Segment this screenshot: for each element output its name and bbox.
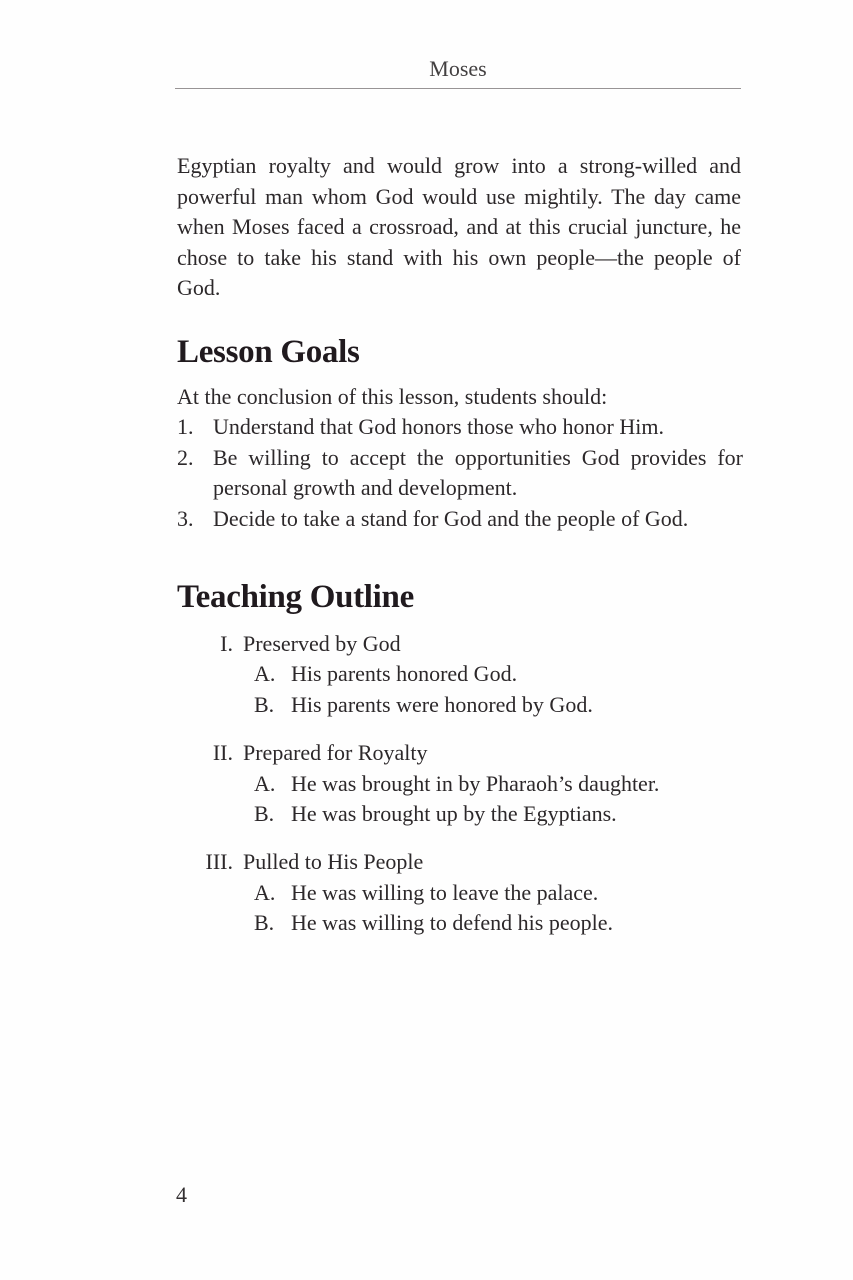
outline-point [177,629,743,659]
outline-title: Preserved by God [243,631,401,656]
outline-section [177,738,743,829]
outline-point [177,738,743,768]
outline-subitem [177,690,743,720]
outline-section [177,847,743,938]
outline-subitem-text: He was brought in by Pharaoh’s daughter. [291,770,660,796]
teaching-outline-section [177,579,743,957]
outline-letter: B. [254,910,275,936]
outline-subitem-text: He was brought up by the Egyptians. [291,801,617,827]
outline-letter: B. [254,691,275,717]
running-head-title: Moses [429,56,487,81]
outline-letter: A. [254,661,276,687]
outline-body [177,629,743,939]
outline-subitem [177,908,743,938]
body-paragraph: Egyptian royalty and would grow into a strong-willed and powerful man whom God would use mightily. The day came when Moses faced a crossroad, and at this crucial juncture, he chose to take his stand with his own people—the people of God. [177,153,741,301]
outline-subitem-text: His parents honored God. [291,661,518,687]
lesson-goals-heading: Lesson Goals [177,334,360,370]
lesson-goals-section [177,334,743,534]
outline-point [177,847,743,877]
goal-text: Be willing to accept the opportunities God provides for personal growth and development. [213,444,743,501]
outline-numeral: III. [205,849,233,875]
outline-subitem [177,799,743,829]
outline-numeral: II. [212,740,233,766]
header-rule-divider [175,88,741,89]
outline-numeral: I. [220,631,233,656]
goal-text: Understand that God honors those who honor Him. [213,414,664,440]
goal-number: 2. [177,444,194,470]
page-number: 4 [176,1182,187,1207]
goal-text: Decide to take a stand for God and the people of God. [213,505,689,531]
outline-letter: B. [254,801,275,827]
outline-subitem [177,769,743,799]
goal-item [177,443,743,504]
outline-letter: A. [254,770,276,796]
outline-title: Pulled to His People [243,849,424,875]
outline-subitem-text: His parents were honored by God. [291,691,593,717]
goal-item [177,504,743,534]
goal-item [177,412,743,442]
outline-subitem [177,878,743,908]
outline-subitem [177,659,743,689]
goal-number: 1. [177,414,194,440]
goal-number: 3. [177,505,194,531]
outline-subitem-text: He was willing to defend his people. [291,910,613,936]
outline-subitem-text: He was willing to leave the palace. [291,879,599,905]
outline-section [177,629,743,720]
lesson-goals-intro: At the conclusion of this lesson, students should: [177,384,608,409]
outline-letter: A. [254,879,276,905]
teaching-outline-heading: Teaching Outline [177,579,414,615]
outline-title: Prepared for Royalty [243,740,428,766]
